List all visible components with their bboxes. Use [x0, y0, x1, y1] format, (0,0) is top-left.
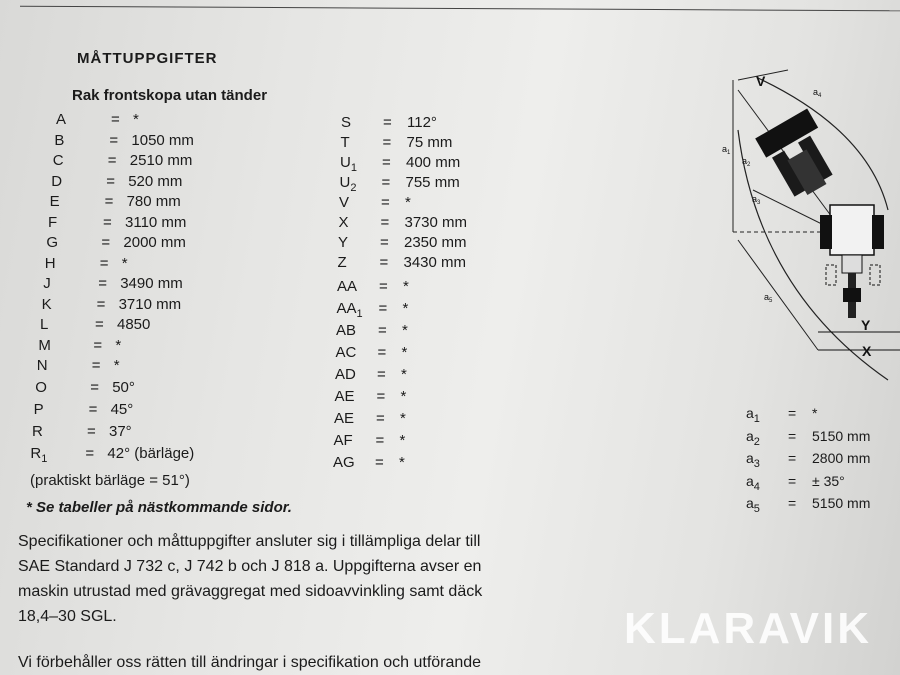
dimension-value: *	[399, 432, 406, 449]
footnote-star: * Se tabeller på nästkommande sidor.	[26, 499, 292, 516]
page-title: MÅTTUPPGIFTER	[77, 50, 218, 67]
dimension-value: 2350 mm	[404, 234, 467, 251]
label-a5: $a_5$	[764, 292, 773, 304]
dimension-label: N	[36, 357, 48, 374]
equals-sign: =	[87, 423, 96, 440]
dimension-value: 112°	[407, 114, 437, 131]
dimension-label: P	[33, 401, 44, 418]
dimension-value: *	[121, 254, 128, 272]
dimension-label: $a_2$	[746, 427, 760, 448]
dimension-value: 755 mm	[405, 174, 460, 191]
paragraph-line: 18,4–30 SGL.	[18, 608, 117, 625]
equals-sign: =	[104, 193, 114, 210]
dimension-label: B	[54, 131, 65, 149]
dimension-value: *	[400, 410, 406, 427]
dimension-label: AE	[334, 410, 355, 427]
equals-sign: =	[101, 234, 111, 251]
a5-dimension-line	[738, 240, 818, 350]
equals-sign: =	[383, 114, 392, 131]
chassis-neck	[842, 255, 862, 273]
equals-sign: =	[788, 495, 797, 511]
dimension-value: 3710 mm	[118, 295, 182, 313]
dimension-label: X	[338, 214, 349, 231]
dimension-label: F	[48, 213, 58, 231]
dimension-label: $a_5$	[746, 495, 760, 515]
dimension-value: 520 mm	[128, 172, 183, 190]
dimension-label: $AA_1$	[336, 300, 363, 320]
dimension-value: *	[402, 322, 408, 339]
paragraph-line: Specifikationer och måttuppgifter ansluter sig i tillämpliga delar till	[18, 533, 481, 550]
equals-sign: =	[93, 336, 103, 354]
dimension-value: 3110 mm	[125, 213, 187, 231]
dimension-value: *	[403, 278, 409, 295]
dimension-label: AG	[333, 454, 355, 471]
dimension-label: G	[46, 234, 59, 251]
dimension-value: 780 mm	[126, 193, 181, 210]
dimension-label: $U_2$	[339, 174, 357, 194]
dimension-label: Z	[337, 254, 347, 271]
label-a4: $a_4$	[813, 87, 822, 99]
dimension-value: 2800 mm	[812, 450, 871, 466]
equals-sign: =	[381, 194, 390, 211]
dimension-label: J	[43, 275, 51, 292]
dimension-value: 2000 mm	[123, 234, 186, 251]
dimension-label: AE	[334, 388, 355, 405]
equals-sign: =	[85, 445, 95, 462]
dimension-value: *	[812, 405, 818, 421]
equals-sign: =	[375, 454, 384, 471]
equals-sign: =	[96, 295, 106, 313]
dimension-value: 1050 mm	[131, 131, 194, 149]
dimension-value: 3430 mm	[403, 254, 467, 271]
dimension-label: AC	[335, 344, 357, 361]
equals-sign: =	[788, 405, 797, 421]
dimension-label: T	[340, 134, 350, 151]
paragraph-line: SAE Standard J 732 c, J 742 b och J 818 a. Uppgifterna avser en	[18, 558, 482, 575]
dimension-label: $a_4$	[746, 472, 760, 493]
equals-sign: =	[382, 154, 391, 171]
top-rule	[20, 6, 900, 12]
front-left-wheel	[820, 215, 832, 249]
dimension-label: H	[44, 254, 56, 272]
paragraph-line: maskin utrustad med grävaggregat med sidoavvinkling samt däck	[18, 583, 483, 600]
equals-sign: =	[88, 401, 98, 418]
equals-sign: =	[379, 254, 389, 271]
dimension-label: Y	[338, 234, 349, 251]
equals-sign: =	[379, 278, 388, 295]
equals-sign: =	[380, 214, 390, 231]
dimension-value: *	[401, 344, 408, 361]
dimension-value: *	[399, 454, 405, 471]
dimension-label: A	[56, 111, 67, 128]
dimension-label: AD	[335, 366, 356, 383]
dimension-value: 3730 mm	[404, 214, 468, 231]
stabilizer-left	[826, 265, 836, 285]
equals-sign: =	[377, 344, 387, 361]
equals-sign: =	[381, 174, 391, 191]
dimension-value: 5150 mm	[812, 495, 871, 511]
dimension-value: *	[113, 357, 120, 374]
dimension-label: K	[41, 295, 52, 313]
dimension-label: D	[51, 172, 63, 190]
dimension-value: *	[133, 111, 139, 128]
dimension-label: C	[52, 152, 64, 169]
dimension-value: 5150 mm	[812, 427, 871, 444]
equals-sign: =	[107, 152, 117, 169]
equals-sign: =	[98, 275, 107, 292]
equals-sign: =	[788, 450, 797, 466]
dimension-value: 3490 mm	[120, 275, 183, 292]
dimension-value: *	[400, 388, 407, 405]
dimension-label: R	[32, 423, 43, 440]
label-a3: $a_3$	[752, 194, 761, 206]
dimension-value: 75 mm	[406, 134, 453, 151]
chassis-body	[830, 205, 874, 255]
dimension-value: 37°	[109, 423, 132, 440]
dimension-label: E	[49, 193, 60, 210]
equals-sign: =	[378, 300, 388, 317]
practical-carry-note: (praktiskt bärläge = 51°)	[30, 472, 190, 489]
front-right-wheel	[872, 215, 884, 249]
dimension-value: *	[405, 194, 411, 211]
label-v: V	[756, 73, 766, 89]
dimension-value: 2510 mm	[129, 152, 193, 169]
dimension-label: $a_1$	[746, 405, 760, 425]
equals-sign: =	[95, 316, 104, 333]
dimension-value: 42° (bärläge)	[107, 445, 195, 462]
dimension-value: 50°	[112, 379, 135, 396]
backhoe-bucket	[843, 288, 861, 302]
label-x: X	[862, 343, 872, 359]
dimension-value: 400 mm	[406, 154, 461, 171]
equals-sign: =	[788, 472, 797, 489]
dimension-label: $R_1$	[30, 445, 48, 465]
label-a2: $a_2$	[742, 156, 751, 168]
label-y: Y	[861, 317, 871, 333]
label-a1: $a_1$	[722, 144, 731, 156]
dimension-label: M	[38, 336, 51, 354]
dimension-value: 4850	[117, 316, 151, 333]
dimension-label: AF	[333, 432, 353, 449]
equals-sign: =	[90, 379, 99, 396]
equals-sign: =	[376, 410, 385, 427]
stabilizer-right	[870, 265, 880, 285]
machine-reach-diagram	[718, 60, 900, 390]
section-subtitle: Rak frontskopa utan tänder	[72, 87, 268, 104]
dimension-value: *	[402, 300, 409, 317]
watermark-logo: KLARAVIK	[623, 604, 872, 653]
equals-sign: =	[375, 432, 385, 449]
dimension-value: *	[401, 366, 407, 383]
equals-sign: =	[103, 213, 112, 231]
dimension-label: L	[40, 316, 49, 333]
dimension-label: S	[341, 114, 352, 131]
dimension-value: *	[115, 336, 122, 354]
equals-sign: =	[111, 111, 120, 128]
equals-sign: =	[378, 322, 387, 339]
equals-sign: =	[106, 172, 115, 190]
equals-sign: =	[380, 234, 389, 251]
dimension-label: V	[339, 194, 350, 211]
equals-sign: =	[377, 366, 386, 383]
dimension-label: $U_1$	[340, 154, 357, 174]
dimension-label: AA	[337, 278, 358, 295]
equals-sign: =	[99, 254, 109, 272]
front-bucket	[755, 109, 844, 204]
dimension-label: O	[35, 379, 47, 396]
dimension-label: $a_3$	[746, 450, 760, 470]
equals-sign: =	[109, 131, 119, 149]
bottom-disclaimer: Vi förbehåller oss rätten till ändringar i specifikation och utförande	[18, 654, 482, 671]
equals-sign: =	[376, 388, 386, 405]
equals-sign: =	[91, 357, 101, 374]
dimension-value: ± 35°	[812, 472, 845, 489]
dimension-label: AB	[336, 322, 357, 339]
equals-sign: =	[382, 134, 392, 151]
equals-sign: =	[788, 427, 797, 444]
dimension-value: 45°	[110, 401, 134, 418]
